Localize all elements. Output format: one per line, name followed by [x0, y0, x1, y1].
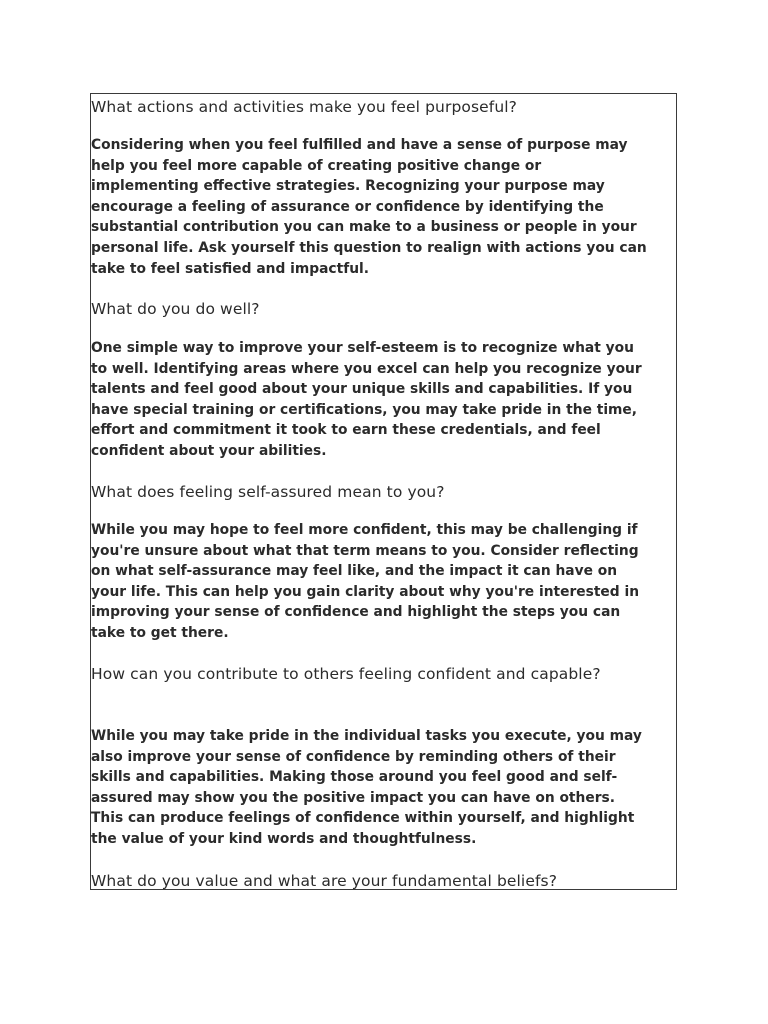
- section-heading: What actions and activities make you feel purposeful?: [91, 98, 517, 116]
- paragraph-line: help you feel more capable of creating positive change or: [91, 157, 542, 174]
- paragraph-line: Considering when you feel fulfilled and have a sense of purpose may: [91, 137, 628, 153]
- paragraph-line: take to get there.: [91, 624, 229, 641]
- section-heading: What do you do well?: [91, 300, 260, 318]
- section-paragraph: [91, 726, 677, 850]
- section-paragraph: [91, 520, 677, 644]
- paragraph-line: substantial contribution you can make to a business or people in your: [91, 219, 637, 236]
- paragraph-line: assured may show you the positive impact you can have on others.: [91, 789, 615, 806]
- paragraph-line: take to feel satisfied and impactful.: [91, 260, 369, 277]
- document-page: [90, 93, 677, 890]
- paragraph-line: on what self-assurance may feel like, and the impact it can have on: [91, 563, 618, 580]
- paragraph-line: your life. This can help you gain clarity about why you're interested in: [91, 583, 640, 600]
- paragraph-line: While you may hope to feel more confident, this may be challenging if: [91, 522, 638, 538]
- paragraph-line: to well. Identifying areas where you excel can help you recognize your: [91, 360, 642, 377]
- paragraph-line: also improve your sense of confidence by reminding others of their: [91, 748, 616, 765]
- section-paragraph: [91, 338, 677, 462]
- paragraph-line: skills and capabilities. Making those around you feel good and self-: [91, 769, 618, 786]
- paragraph-line: confident about your abilities.: [91, 442, 327, 459]
- paragraph-line: improving your sense of confidence and highlight the steps you can: [91, 604, 621, 621]
- paragraph-line: effort and commitment it took to earn these credentials, and feel: [91, 422, 601, 439]
- paragraph-line: have special training or certifications, you may take pride in the time,: [91, 401, 638, 418]
- paragraph-line: personal life. Ask yourself this question to realign with actions you can: [91, 239, 647, 256]
- section-heading: How can you contribute to others feeling confident and capable?: [91, 665, 601, 683]
- paragraph-line: encourage a feeling of assurance or confidence by identifying the: [91, 198, 604, 215]
- paragraph-line: talents and feel good about your unique skills and capabilities. If you: [91, 381, 633, 398]
- paragraph-line: you're unsure about what that term means to you. Consider reflecting: [91, 542, 639, 559]
- paragraph-line: the value of your kind words and thoughtfulness.: [91, 830, 477, 847]
- section-heading: What do you value and what are your fundamental beliefs?: [91, 872, 558, 890]
- section-paragraph: [91, 135, 677, 279]
- paragraph-line: One simple way to improve your self-esteem is to recognize what you: [91, 340, 634, 356]
- section-heading: What does feeling self-assured mean to you?: [91, 483, 445, 501]
- paragraph-line: implementing effective strategies. Recognizing your purpose may: [91, 178, 605, 195]
- paragraph-line: This can produce feelings of confidence within yourself, and highlight: [91, 810, 635, 827]
- paragraph-line: While you may take pride in the individual tasks you execute, you may: [91, 728, 642, 744]
